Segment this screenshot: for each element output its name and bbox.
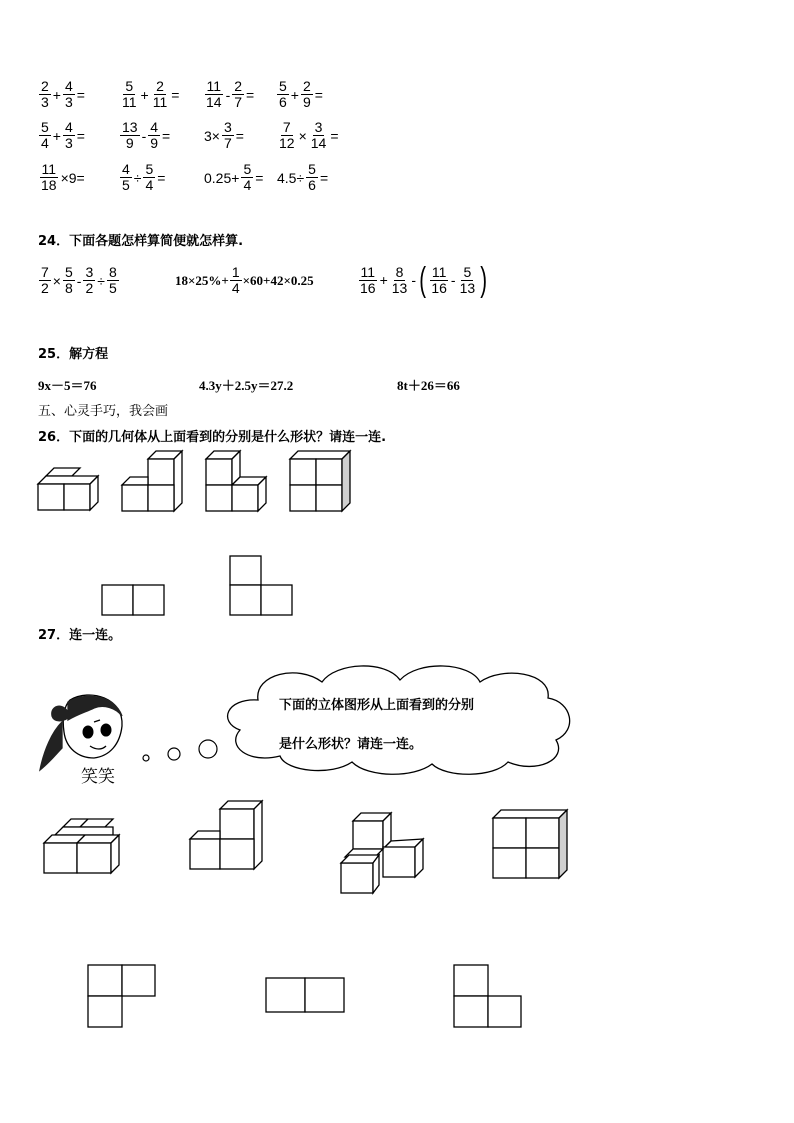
fraction: $\frac{5}{6}$ xyxy=(308,161,316,193)
operator: + xyxy=(52,86,61,103)
fraction: $\frac{2}{3}$ xyxy=(41,78,49,110)
operator: = xyxy=(246,86,255,103)
thought-dots-icon xyxy=(138,738,222,768)
fraction: $\frac{5}{11}$ xyxy=(122,78,137,110)
fraction: $\frac{3}{2}$ xyxy=(85,264,94,296)
q25-equation-2: 4.3y＋2.5y＝27.2 xyxy=(199,378,294,393)
fraction: $\frac{7}{12}$ xyxy=(279,119,295,151)
operator: = xyxy=(76,127,85,144)
operator: = xyxy=(235,127,244,144)
q26-solid-4[interactable] xyxy=(289,449,353,511)
operator: + xyxy=(52,127,61,144)
fraction: $\frac{5}{8}$ xyxy=(64,264,73,296)
fraction: $\frac{5}{13}$ xyxy=(459,263,476,296)
operator: + xyxy=(140,86,149,103)
fraction: $\frac{5}{4}$ xyxy=(41,119,49,151)
operator: - xyxy=(225,86,231,103)
q24-expression-1: $\frac{7}{2}$ × $\frac{5}{8}$ - $\frac{3}{2}$ ÷ $\frac{8}{5}$ xyxy=(41,264,117,296)
girl-label: 笑笑 xyxy=(81,767,115,787)
right-paren: ) xyxy=(480,261,488,299)
fraction: $\frac{11}{16}$ xyxy=(360,263,376,296)
fraction: $\frac{11}{14}$ xyxy=(206,78,222,110)
q26-solid-3[interactable] xyxy=(205,449,269,511)
operator: = xyxy=(255,169,264,186)
calc-expression xyxy=(38,162,86,193)
section-5-title: 五、心灵手巧，我会画 xyxy=(38,404,169,419)
operator: × xyxy=(298,127,307,144)
calc-expression xyxy=(276,79,324,110)
operator: = xyxy=(171,86,180,103)
fraction: $\frac{2}{7}$ xyxy=(234,78,243,110)
operator: - xyxy=(141,127,147,144)
q25-equation-3: 8t＋26＝66 xyxy=(397,378,460,393)
operator: = xyxy=(314,86,323,103)
q26-top-view-2[interactable] xyxy=(229,555,295,619)
operator: ×9= xyxy=(60,169,85,186)
cloud-bubble-icon xyxy=(218,660,582,778)
operator: ÷ xyxy=(133,169,142,186)
calc-expression xyxy=(276,162,329,193)
calc-expression xyxy=(276,120,340,151)
q25-equation-1: 9x－5＝76 xyxy=(38,378,97,393)
q27-top-view-1[interactable] xyxy=(87,964,159,1030)
fraction: $\frac{7}{2}$ xyxy=(41,264,49,296)
fraction: $\frac{4}{3}$ xyxy=(64,78,73,110)
q24-expression-3: $\frac{11}{16}$ + $\frac{8}{13}$ - ( $\frac{11}{16}$ - $\frac{5}{13}$ ) xyxy=(360,261,488,299)
fraction: $\frac{11}{18}$ xyxy=(41,161,57,193)
q26-solid-1[interactable] xyxy=(37,466,101,512)
operator: + xyxy=(290,86,299,103)
calc-expression xyxy=(203,162,264,193)
calc-expression xyxy=(119,120,171,151)
calc-expression xyxy=(203,79,255,110)
bubble-line-1: 下面的立体图形从上面看到的分别 xyxy=(279,698,475,713)
fraction: $\frac{4}{5}$ xyxy=(122,161,130,193)
fraction: $\frac{5}{4}$ xyxy=(243,161,252,193)
q25-title: 25．解方程 xyxy=(38,347,109,362)
operator: = xyxy=(330,127,339,144)
q27-top-view-2[interactable] xyxy=(265,977,347,1015)
q27-title: 27．连一连。 xyxy=(38,628,122,643)
operator: = xyxy=(157,169,166,186)
fraction: $\frac{13}{9}$ xyxy=(122,119,138,151)
fraction: $\frac{5}{6}$ xyxy=(279,78,287,110)
calc-expression xyxy=(38,79,86,110)
q26-solid-2[interactable] xyxy=(121,449,185,511)
q26-top-view-1[interactable] xyxy=(101,584,167,618)
fraction: $\frac{8}{13}$ xyxy=(391,263,408,296)
fraction: $\frac{4}{3}$ xyxy=(64,119,73,151)
fraction: $\frac{3}{7}$ xyxy=(223,119,232,151)
bubble-line-2: 是什么形状？请连一连。 xyxy=(279,737,423,752)
q27-solid-1[interactable] xyxy=(43,817,123,875)
q24-title: 24．下面各题怎样算简便就怎样算. xyxy=(38,234,244,249)
fraction: $\frac{11}{16}$ xyxy=(431,263,447,296)
q27-solid-4[interactable] xyxy=(492,808,570,880)
q26-title: 26．下面的几何体从上面看到的分别是什么形状？请连一连. xyxy=(38,430,387,445)
fraction: $\frac{5}{4}$ xyxy=(145,161,154,193)
q27-solid-2[interactable] xyxy=(189,799,265,873)
calc-expression xyxy=(203,120,245,151)
fraction: $\frac{8}{5}$ xyxy=(108,264,117,296)
left-paren: ( xyxy=(419,261,427,299)
operator: 0.25+ xyxy=(204,169,240,186)
q27-top-view-3[interactable] xyxy=(453,964,525,1030)
fraction: $\frac{4}{9}$ xyxy=(150,119,159,151)
q27-solid-3[interactable] xyxy=(339,811,427,895)
operator: 4.5÷ xyxy=(277,169,305,186)
operator: 3× xyxy=(204,127,220,144)
operator: = xyxy=(162,127,171,144)
fraction: $\frac{2}{11}$ xyxy=(152,78,168,110)
fraction: $\frac{3}{14}$ xyxy=(310,119,327,151)
calc-expression xyxy=(119,162,166,193)
q24-expression-2: 18×25%+ $\frac{1}{4}$ ×60+42×0.25 xyxy=(175,264,314,296)
calc-expression xyxy=(119,79,180,110)
fraction: $\frac{1}{4}$ xyxy=(231,264,240,296)
calc-expression xyxy=(38,120,86,151)
operator: = xyxy=(76,86,85,103)
fraction: $\frac{2}{9}$ xyxy=(302,78,311,110)
operator: = xyxy=(319,169,329,186)
